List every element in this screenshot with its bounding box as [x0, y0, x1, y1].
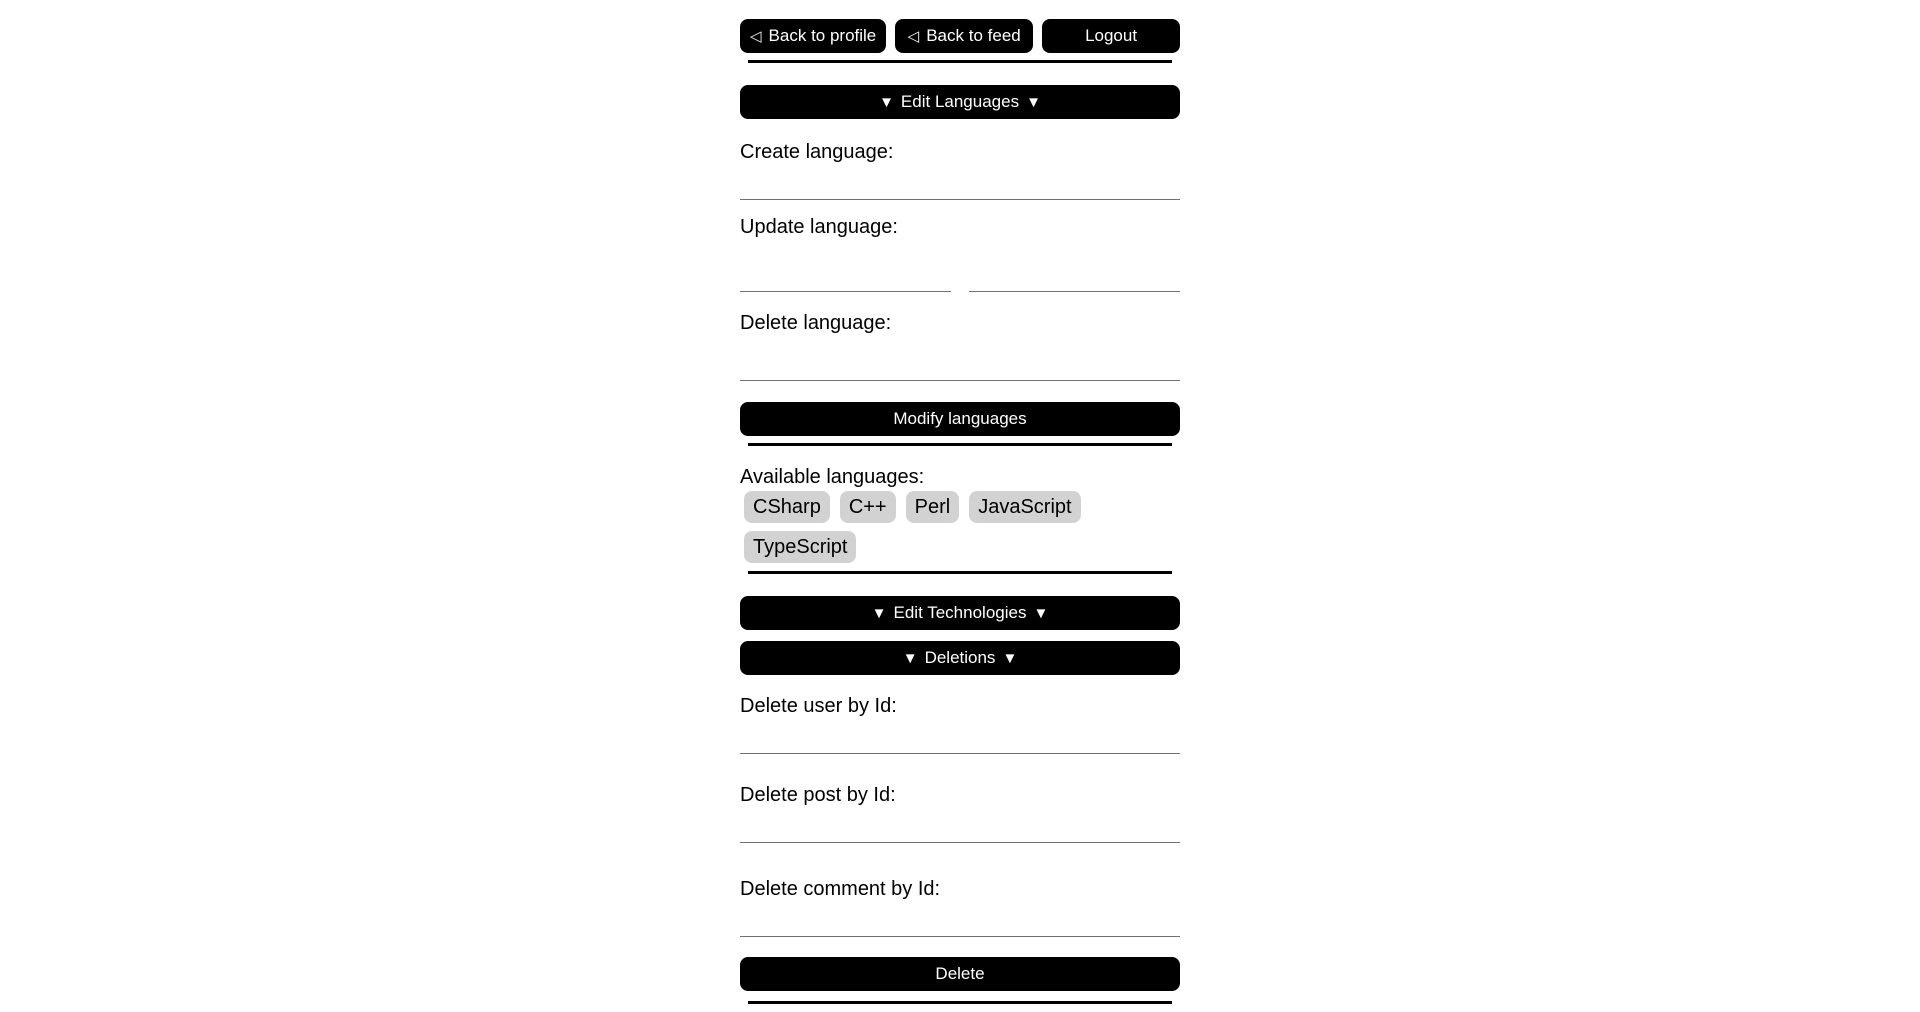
delete-language-input[interactable] — [740, 355, 1180, 381]
logout-button[interactable] — [1042, 19, 1180, 53]
create-language-input[interactable] — [740, 174, 1180, 200]
delete-button-label: Delete — [935, 964, 985, 983]
delete-comment-id-input[interactable] — [740, 911, 1180, 937]
back-to-feed-button[interactable] — [895, 19, 1033, 53]
divider — [748, 443, 1172, 446]
language-tag: C++ — [840, 491, 896, 523]
caret-down-icon: ▼ — [1033, 604, 1049, 622]
available-languages-list — [740, 491, 1180, 563]
divider — [748, 571, 1172, 574]
update-language-inputs-row — [740, 266, 1180, 292]
language-tag: JavaScript — [969, 491, 1080, 523]
language-tag: CSharp — [744, 491, 830, 523]
create-language-label: Create language: — [740, 141, 894, 163]
edit-languages-toggle-label: Edit Languages — [900, 92, 1020, 111]
back-triangle-icon: ◁ — [750, 27, 762, 45]
delete-user-label: Delete user by Id: — [740, 695, 897, 717]
edit-technologies-toggle[interactable] — [740, 596, 1180, 630]
edit-languages-toggle[interactable] — [740, 85, 1180, 119]
update-language-new-input[interactable] — [969, 266, 1180, 292]
delete-comment-label: Delete comment by Id: — [740, 878, 941, 900]
delete-post-id-input[interactable] — [740, 817, 1180, 843]
caret-down-icon: ▼ — [902, 649, 918, 667]
language-tag: Perl — [906, 491, 960, 523]
language-tag: TypeScript — [744, 531, 856, 563]
logout-label: Logout — [1085, 26, 1138, 45]
back-triangle-icon: ◁ — [907, 27, 920, 45]
delete-post-label: Delete post by Id: — [740, 784, 896, 806]
caret-down-icon: ▼ — [1026, 93, 1041, 111]
deletions-toggle-label: Deletions — [924, 648, 996, 667]
update-language-old-input[interactable] — [740, 266, 951, 292]
admin-panel — [740, 0, 1180, 1004]
delete-button[interactable] — [740, 957, 1180, 991]
delete-user-id-input[interactable] — [740, 728, 1180, 754]
update-language-label: Update language: — [740, 216, 898, 238]
caret-down-icon: ▼ — [1002, 649, 1018, 667]
back-to-profile-label: Back to profile — [768, 26, 877, 45]
edit-technologies-toggle-label: Edit Technologies — [893, 603, 1027, 622]
deletions-toggle[interactable] — [740, 641, 1180, 675]
available-languages-label: Available languages: — [740, 466, 925, 488]
caret-down-icon: ▼ — [871, 604, 887, 622]
back-to-feed-label: Back to feed — [926, 26, 1021, 45]
top-navigation-row — [740, 19, 1180, 53]
modify-languages-label: Modify languages — [893, 409, 1027, 428]
modify-languages-button[interactable] — [740, 402, 1180, 436]
divider — [748, 1001, 1172, 1004]
caret-down-icon: ▼ — [879, 93, 894, 111]
divider — [748, 60, 1172, 63]
delete-language-label: Delete language: — [740, 312, 892, 334]
back-to-profile-button[interactable] — [740, 19, 886, 53]
